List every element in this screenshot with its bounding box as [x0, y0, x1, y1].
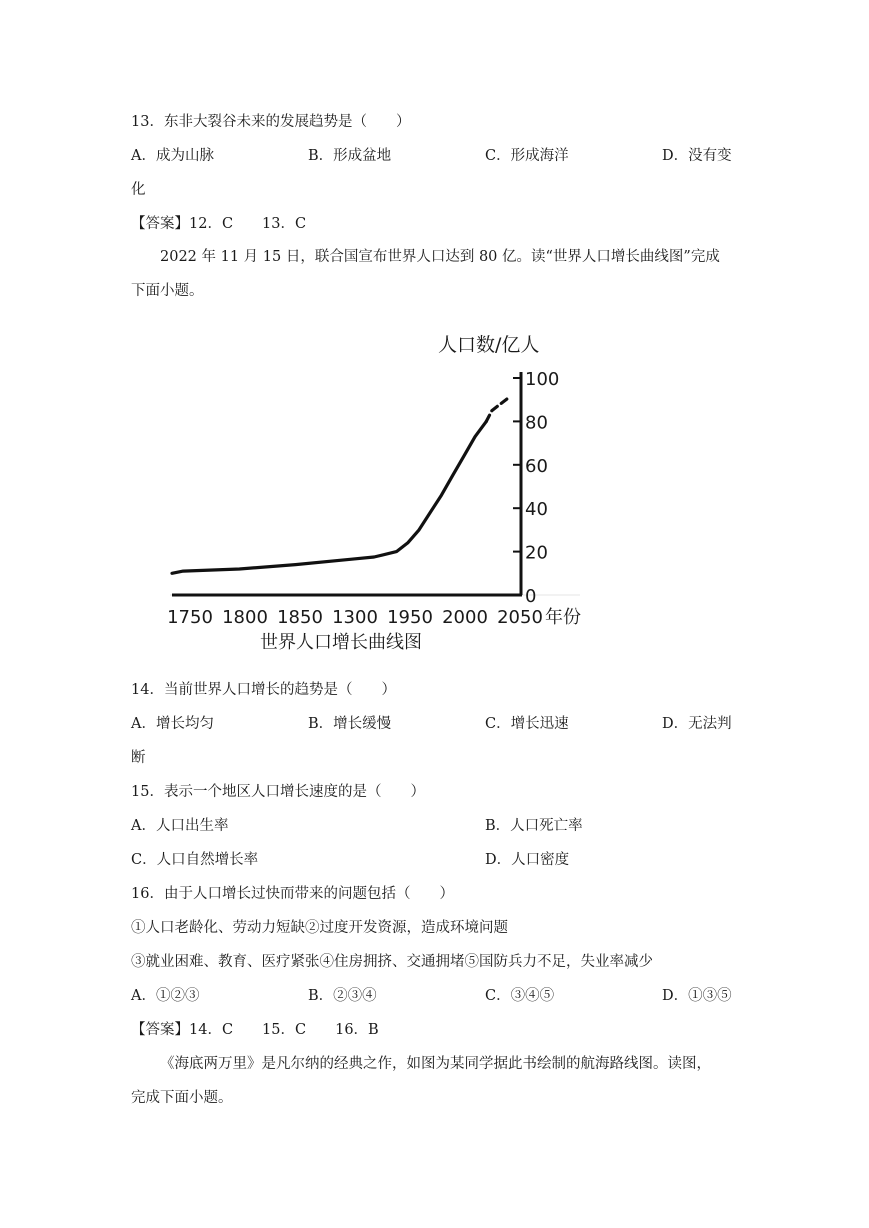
- intro-paragraph-line-2: 下面小题。: [131, 283, 204, 299]
- y-tick-label: 20: [525, 542, 548, 564]
- q14-option-a: A．增长均匀: [131, 716, 214, 732]
- q15-option-a: A．人口出生率: [131, 818, 229, 834]
- y-tick-label: 80: [525, 412, 548, 434]
- q15-option-c: C．人口自然增长率: [131, 852, 259, 868]
- q16-option-c: C．③④⑤: [485, 988, 555, 1004]
- y-tick-label: 0: [525, 586, 537, 607]
- q13-option-a: A．成为山脉: [131, 148, 214, 164]
- x-tick-label: 1750: [167, 607, 213, 628]
- q13-option-c: C．形成海洋: [485, 148, 569, 164]
- q16-option-b: B．②③④: [308, 988, 377, 1004]
- x-tick-label: 2000: [442, 607, 488, 628]
- population-line: [172, 421, 486, 573]
- q15-option-b: B．人口死亡率: [485, 818, 583, 834]
- x-tick-label: 1850: [277, 607, 323, 628]
- intro2-paragraph-line-2: 完成下面小题。: [131, 1090, 233, 1106]
- q16-option-a: A．①②③: [131, 988, 200, 1004]
- x-tick-label: 1800: [222, 607, 268, 628]
- q15-stem: 15．表示一个地区人口增长速度的是（ ）: [131, 784, 425, 800]
- chart-svg: [150, 325, 600, 660]
- q16-option-d: D．①③⑤: [662, 988, 732, 1004]
- answer-12-13: 【答案】12．C 13．C: [131, 216, 307, 232]
- y-tick-label: 40: [525, 499, 548, 521]
- q13-option-d-wrap: 化: [131, 182, 146, 198]
- q16-stem: 16．由于人口增长过快而带来的问题包括（ ）: [131, 886, 454, 902]
- q15-option-d: D．人口密度: [485, 852, 570, 868]
- projection-line: [486, 398, 509, 422]
- y-axis-label: 人口数/亿人: [438, 334, 540, 356]
- q16-statement-line-1: ①人口老龄化、劳动力短缺②过度开发资源，造成环境问题: [131, 920, 508, 936]
- q14-stem: 14．当前世界人口增长的趋势是（ ）: [131, 682, 396, 698]
- x-tick-label: 1300: [332, 607, 378, 628]
- q14-option-b: B．增长缓慢: [308, 716, 392, 732]
- q13-option-b: B．形成盆地: [308, 148, 392, 164]
- intro-paragraph-line-1: 2022 年 11 月 15 日，联合国宣布世界人口达到 80 亿。读“世界人口增长曲线图”完成: [160, 249, 720, 265]
- intro2-paragraph-line-1: 《海底两万里》是凡尔纳的经典之作，如图为某同学据此书绘制的航海路线图。读图，: [160, 1056, 711, 1072]
- q14-option-c: C．增长迅速: [485, 716, 569, 732]
- q14-option-d: D．无法判: [662, 716, 732, 732]
- q13-stem: 13．东非大裂谷未来的发展趋势是（ ）: [131, 114, 411, 130]
- x-axis-label: 年份: [545, 607, 581, 628]
- answer-14-16: 【答案】14．C 15．C 16．B: [131, 1022, 379, 1038]
- chart-title: 世界人口增长曲线图: [260, 632, 422, 653]
- y-tick-label: 100: [525, 369, 560, 390]
- y-tick-label: 60: [525, 455, 548, 477]
- population-growth-chart: [150, 325, 600, 660]
- q14-option-d-wrap: 断: [131, 750, 146, 766]
- x-tick-label: 2050: [497, 607, 543, 628]
- q13-option-d: D．没有变: [662, 148, 732, 164]
- q16-statement-line-2: ③就业困难、教育、医疗紧张④住房拥挤、交通拥堵⑤国防兵力不足，失业率减少: [131, 954, 653, 970]
- x-tick-label: 1950: [387, 607, 433, 628]
